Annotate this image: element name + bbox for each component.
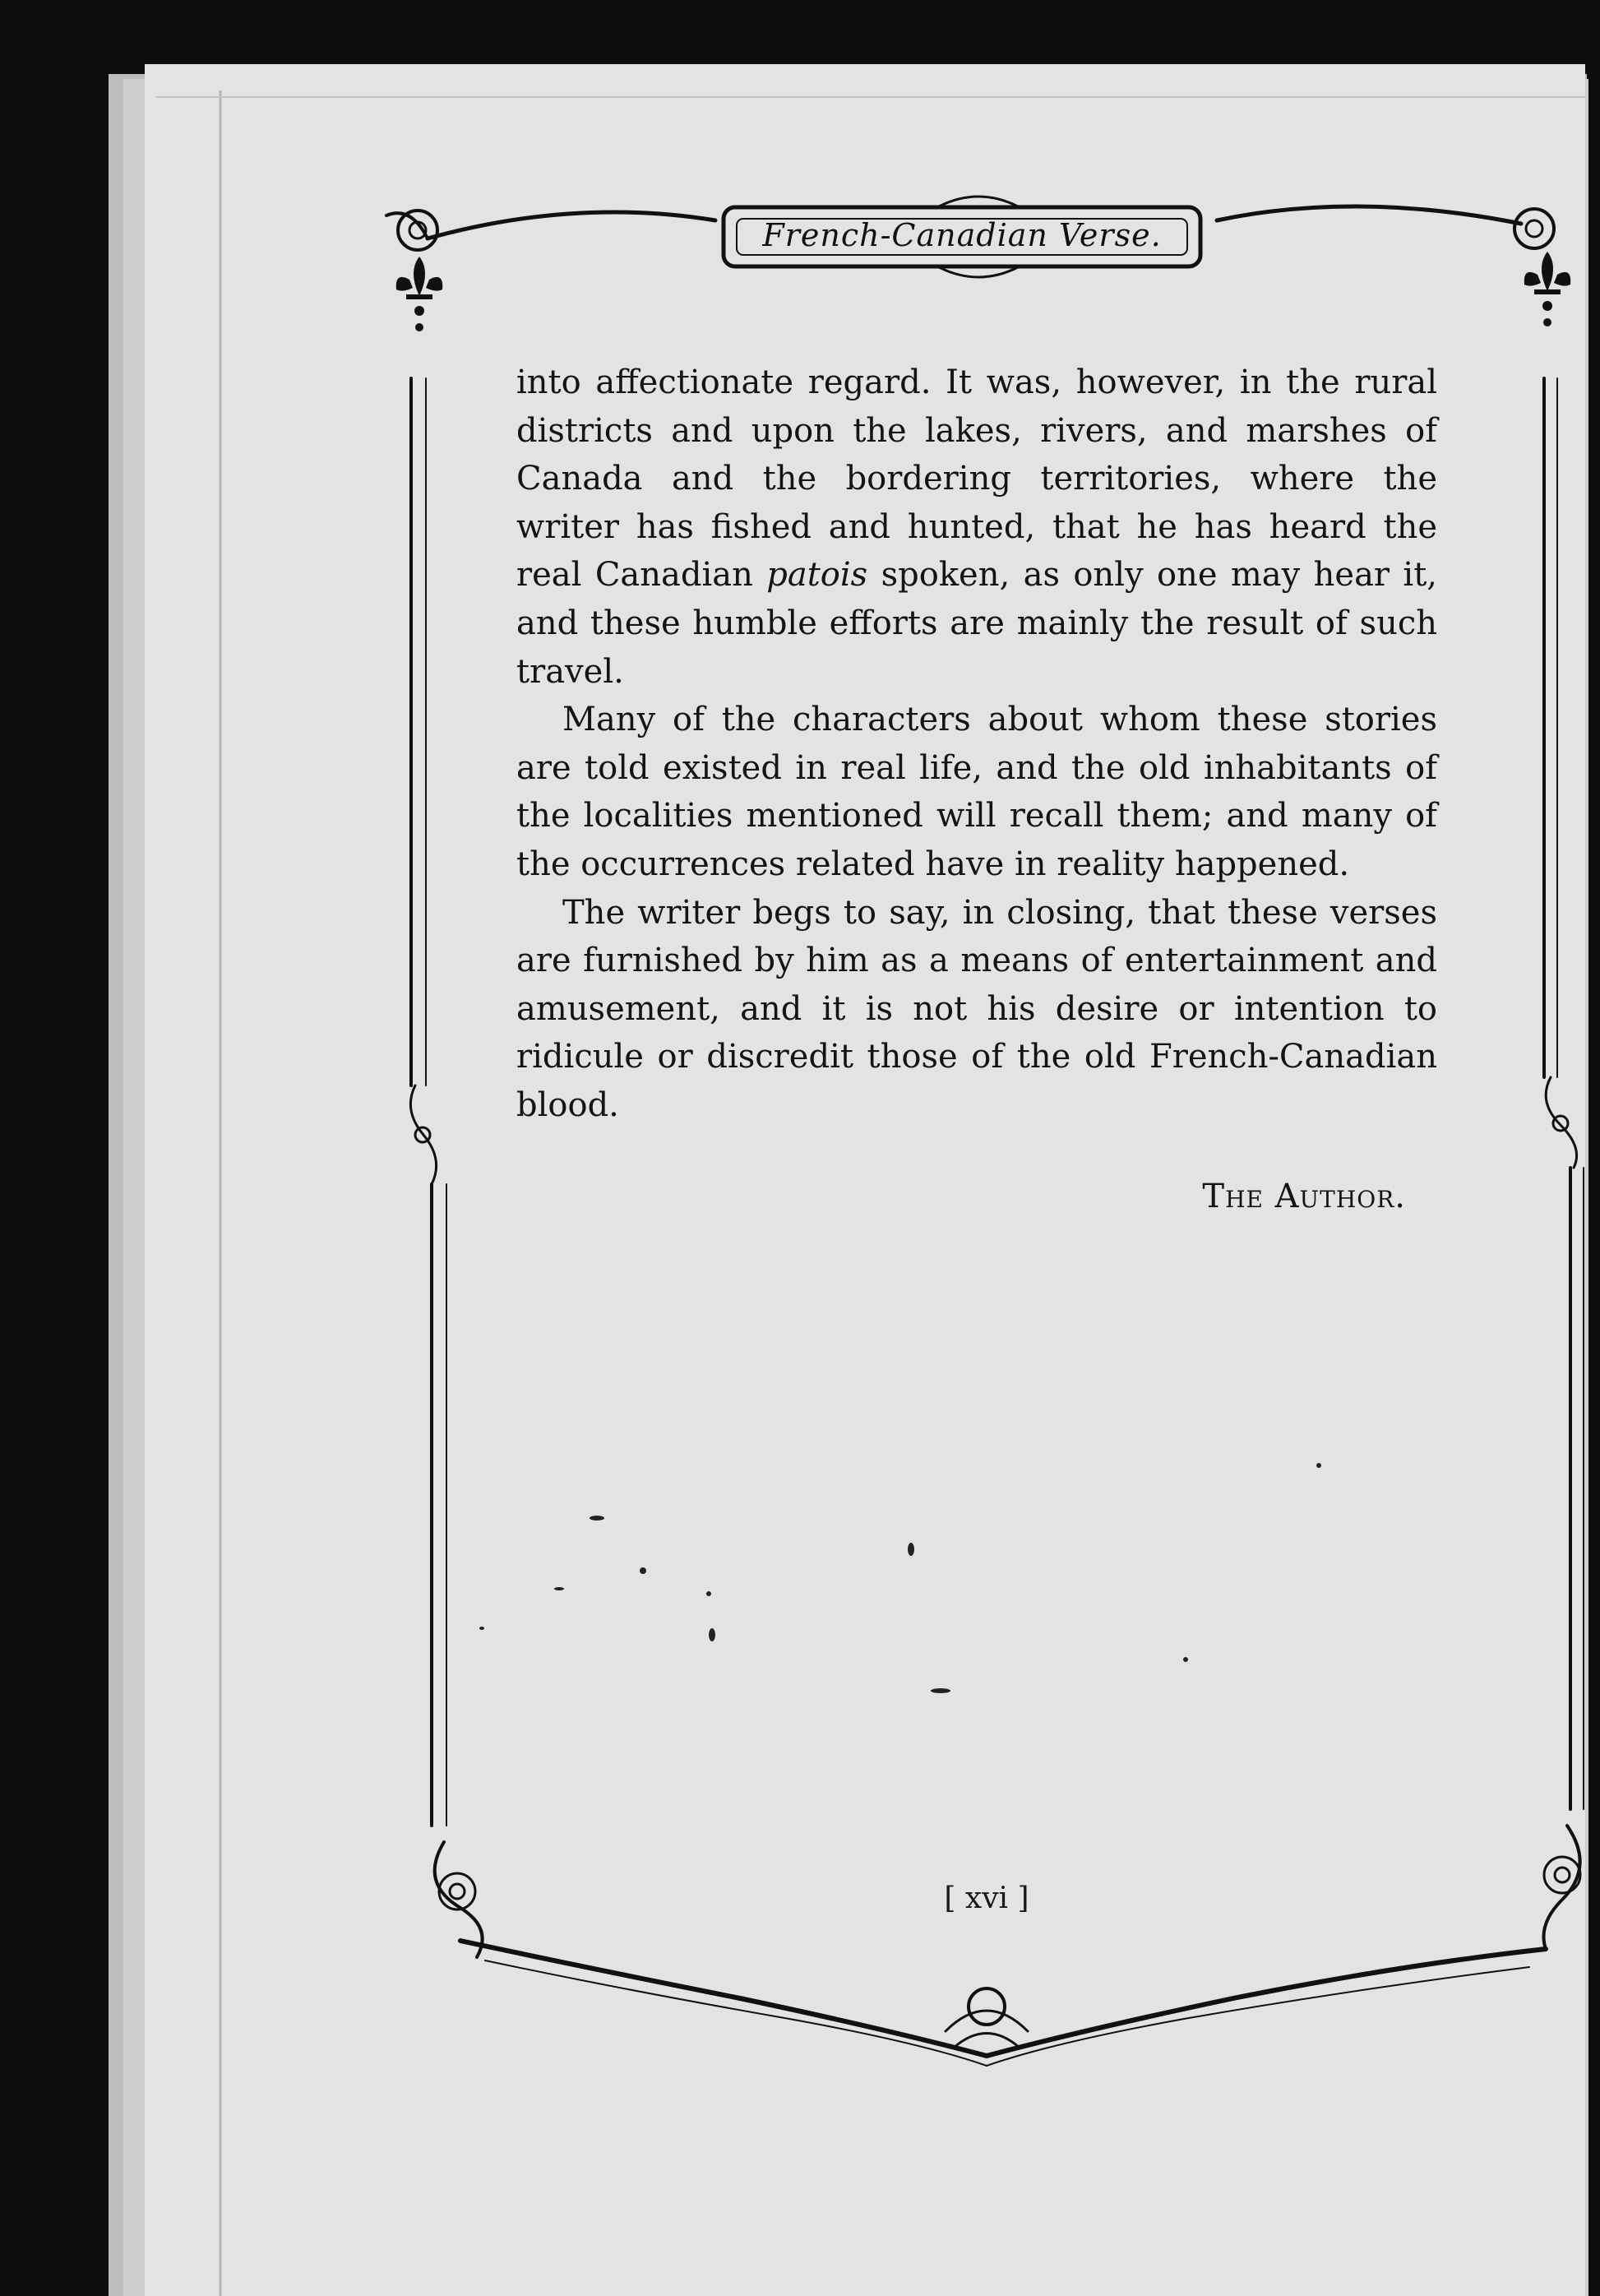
page-number: [ xvi ] bbox=[944, 1882, 1029, 1915]
paragraph-1-text-before: into affectionate regard. It was, however, in the rural districts and upon the lakes, rivers, and marshes of Canada and the bordering territories, where the writer has fished and hunted, that he has heard the real Canadian bbox=[516, 363, 1437, 595]
body-text bbox=[516, 359, 1437, 1130]
paragraph-2: Many of the characters about whom these stories are told existed in real life, and the old inhabitants of the localities mentioned will recall them; and many of the occurrences related have in reality happened. bbox=[516, 701, 1437, 883]
emphasis-patois: patois bbox=[766, 556, 868, 595]
paragraph-3: The writer begs to say, in closing, that these verses are furnished by him as a means of entertainment and amusement, and it is not his desire or intention to ridicule or discredit those of the old French-Canadian blood. bbox=[516, 893, 1437, 1124]
paragraph-1 bbox=[516, 359, 1437, 696]
paragraph-1-text-after: spoken, as only one may hear it, and these humble efforts are mainly the result of such travel. bbox=[516, 556, 1437, 691]
author-signature: The Author. bbox=[1202, 1178, 1406, 1215]
running-head: French-Canadian Verse. bbox=[762, 217, 1162, 253]
